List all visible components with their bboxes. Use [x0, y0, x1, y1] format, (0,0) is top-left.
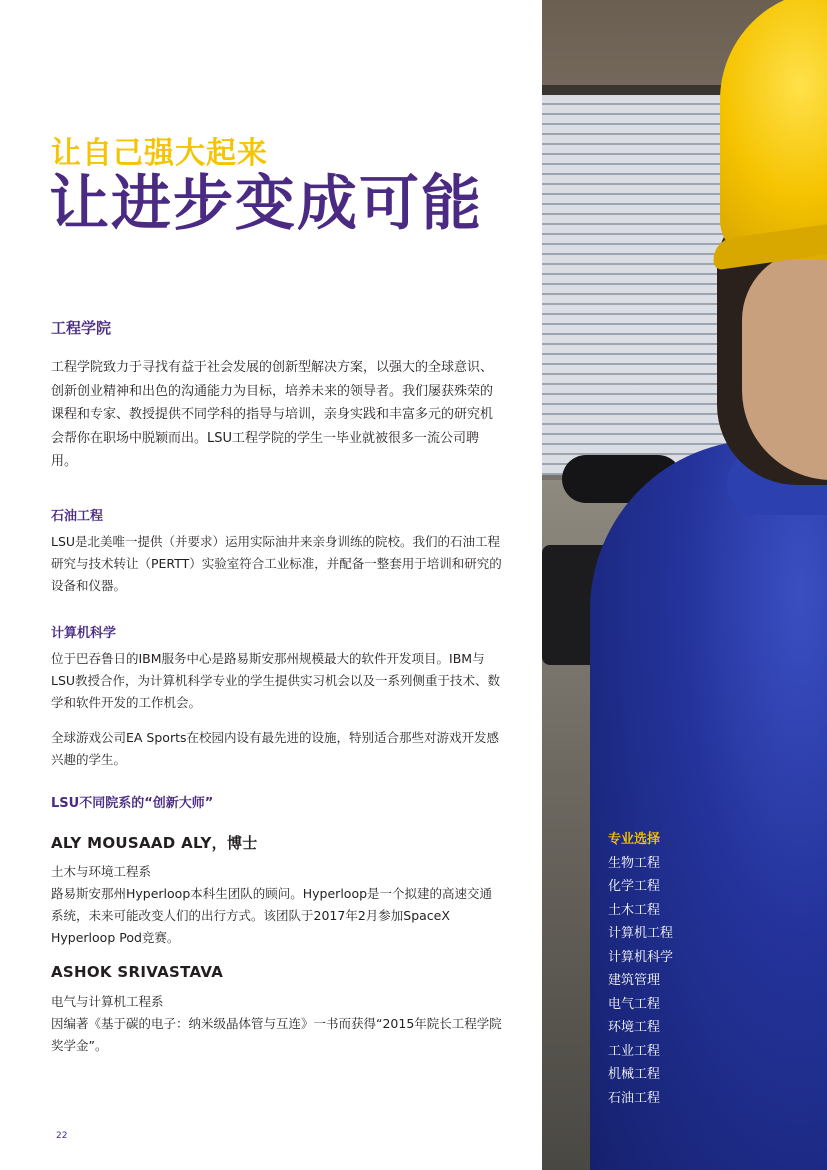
engineer-photo: [542, 0, 827, 1170]
person-name: ASHOK SRIVASTAVA: [51, 963, 224, 981]
major-item: 建筑管理: [608, 973, 661, 988]
petroleum-text: LSU是北美唯一提供（并要求）运用实际油井来亲身训练的院校。我们的石油工程研究与技术转让（PERTT）实验室符合工业标准，并配备一整套用于培训和研究的设备和仪器。: [51, 534, 502, 593]
major-item: 化学工程: [608, 879, 661, 894]
person-dept: 土木与环境工程系: [51, 864, 152, 879]
major-item: 电气工程: [608, 996, 661, 1012]
majors-list: [608, 828, 673, 1110]
major-item: 生物工程: [608, 855, 661, 871]
major-item: 工业工程: [608, 1043, 661, 1059]
cs-text-1: 位于巴吞鲁日的IBM服务中心是路易斯安那州规模最大的软件开发项目。IBM与LSU教授合作，为计算机科学专业的学生提供实习机会以及一系列侧重于技术、数学和软件开发的工作机会。: [51, 651, 501, 710]
major-item: 计算机工程: [608, 926, 674, 941]
engineering-intro: 工程学院致力于寻找有益于社会发展的创新型解决方案，以强大的全球意识、创新创业精神和出色的沟通能力为目标，培养未来的领导者。我们屡获殊荣的课程和专家、教授提供不同学科的指导与培训，亲身实践和丰富多元的研究机会帮你在职场中脱颖而出。LSU工程学院的学生一毕业就被很多一流公司聘用。: [51, 360, 494, 469]
majors-title: 专业选择: [608, 832, 661, 847]
subsection-title-innovators: LSU不同院系的“创新大师”: [51, 796, 214, 811]
section-title-engineering: 工程学院: [51, 319, 112, 337]
major-item: 环境工程: [608, 1020, 661, 1035]
subsection-title-petroleum: 石油工程: [51, 509, 104, 524]
kicker-heading: 让自己强大起来: [51, 136, 268, 171]
major-item: 机械工程: [608, 1067, 661, 1082]
person-dept: 电气与计算机工程系: [51, 994, 164, 1009]
subsection-title-cs: 计算机科学: [51, 626, 117, 641]
cs-text-2: 全球游戏公司EA Sports在校园内设有最先进的设施，特别适合那些对游戏开发感兴趣的学生。: [51, 730, 499, 767]
hard-hat-icon: [720, 0, 827, 260]
page-number: 22: [56, 1131, 68, 1141]
major-item: 计算机科学: [608, 949, 674, 965]
person-name: ALY MOUSAAD ALY，博士: [51, 834, 258, 852]
person-bio: 因编著《基于碳的电子：纳米级晶体管与互连》一书而获得“2015年院长工程学院奖学金”。: [51, 1016, 502, 1053]
person-bio: 路易斯安那州Hyperloop本科生团队的顾问。Hyperloop是一个拟建的高速交通系统，未来可能改变人们的出行方式。该团队于2017年2月参加SpaceX Hyperloop Pod竞赛。: [51, 886, 493, 945]
major-item: 石油工程: [608, 1090, 661, 1106]
page-headline: 让进步变成可能: [49, 169, 483, 239]
major-item: 土木工程: [608, 902, 661, 918]
